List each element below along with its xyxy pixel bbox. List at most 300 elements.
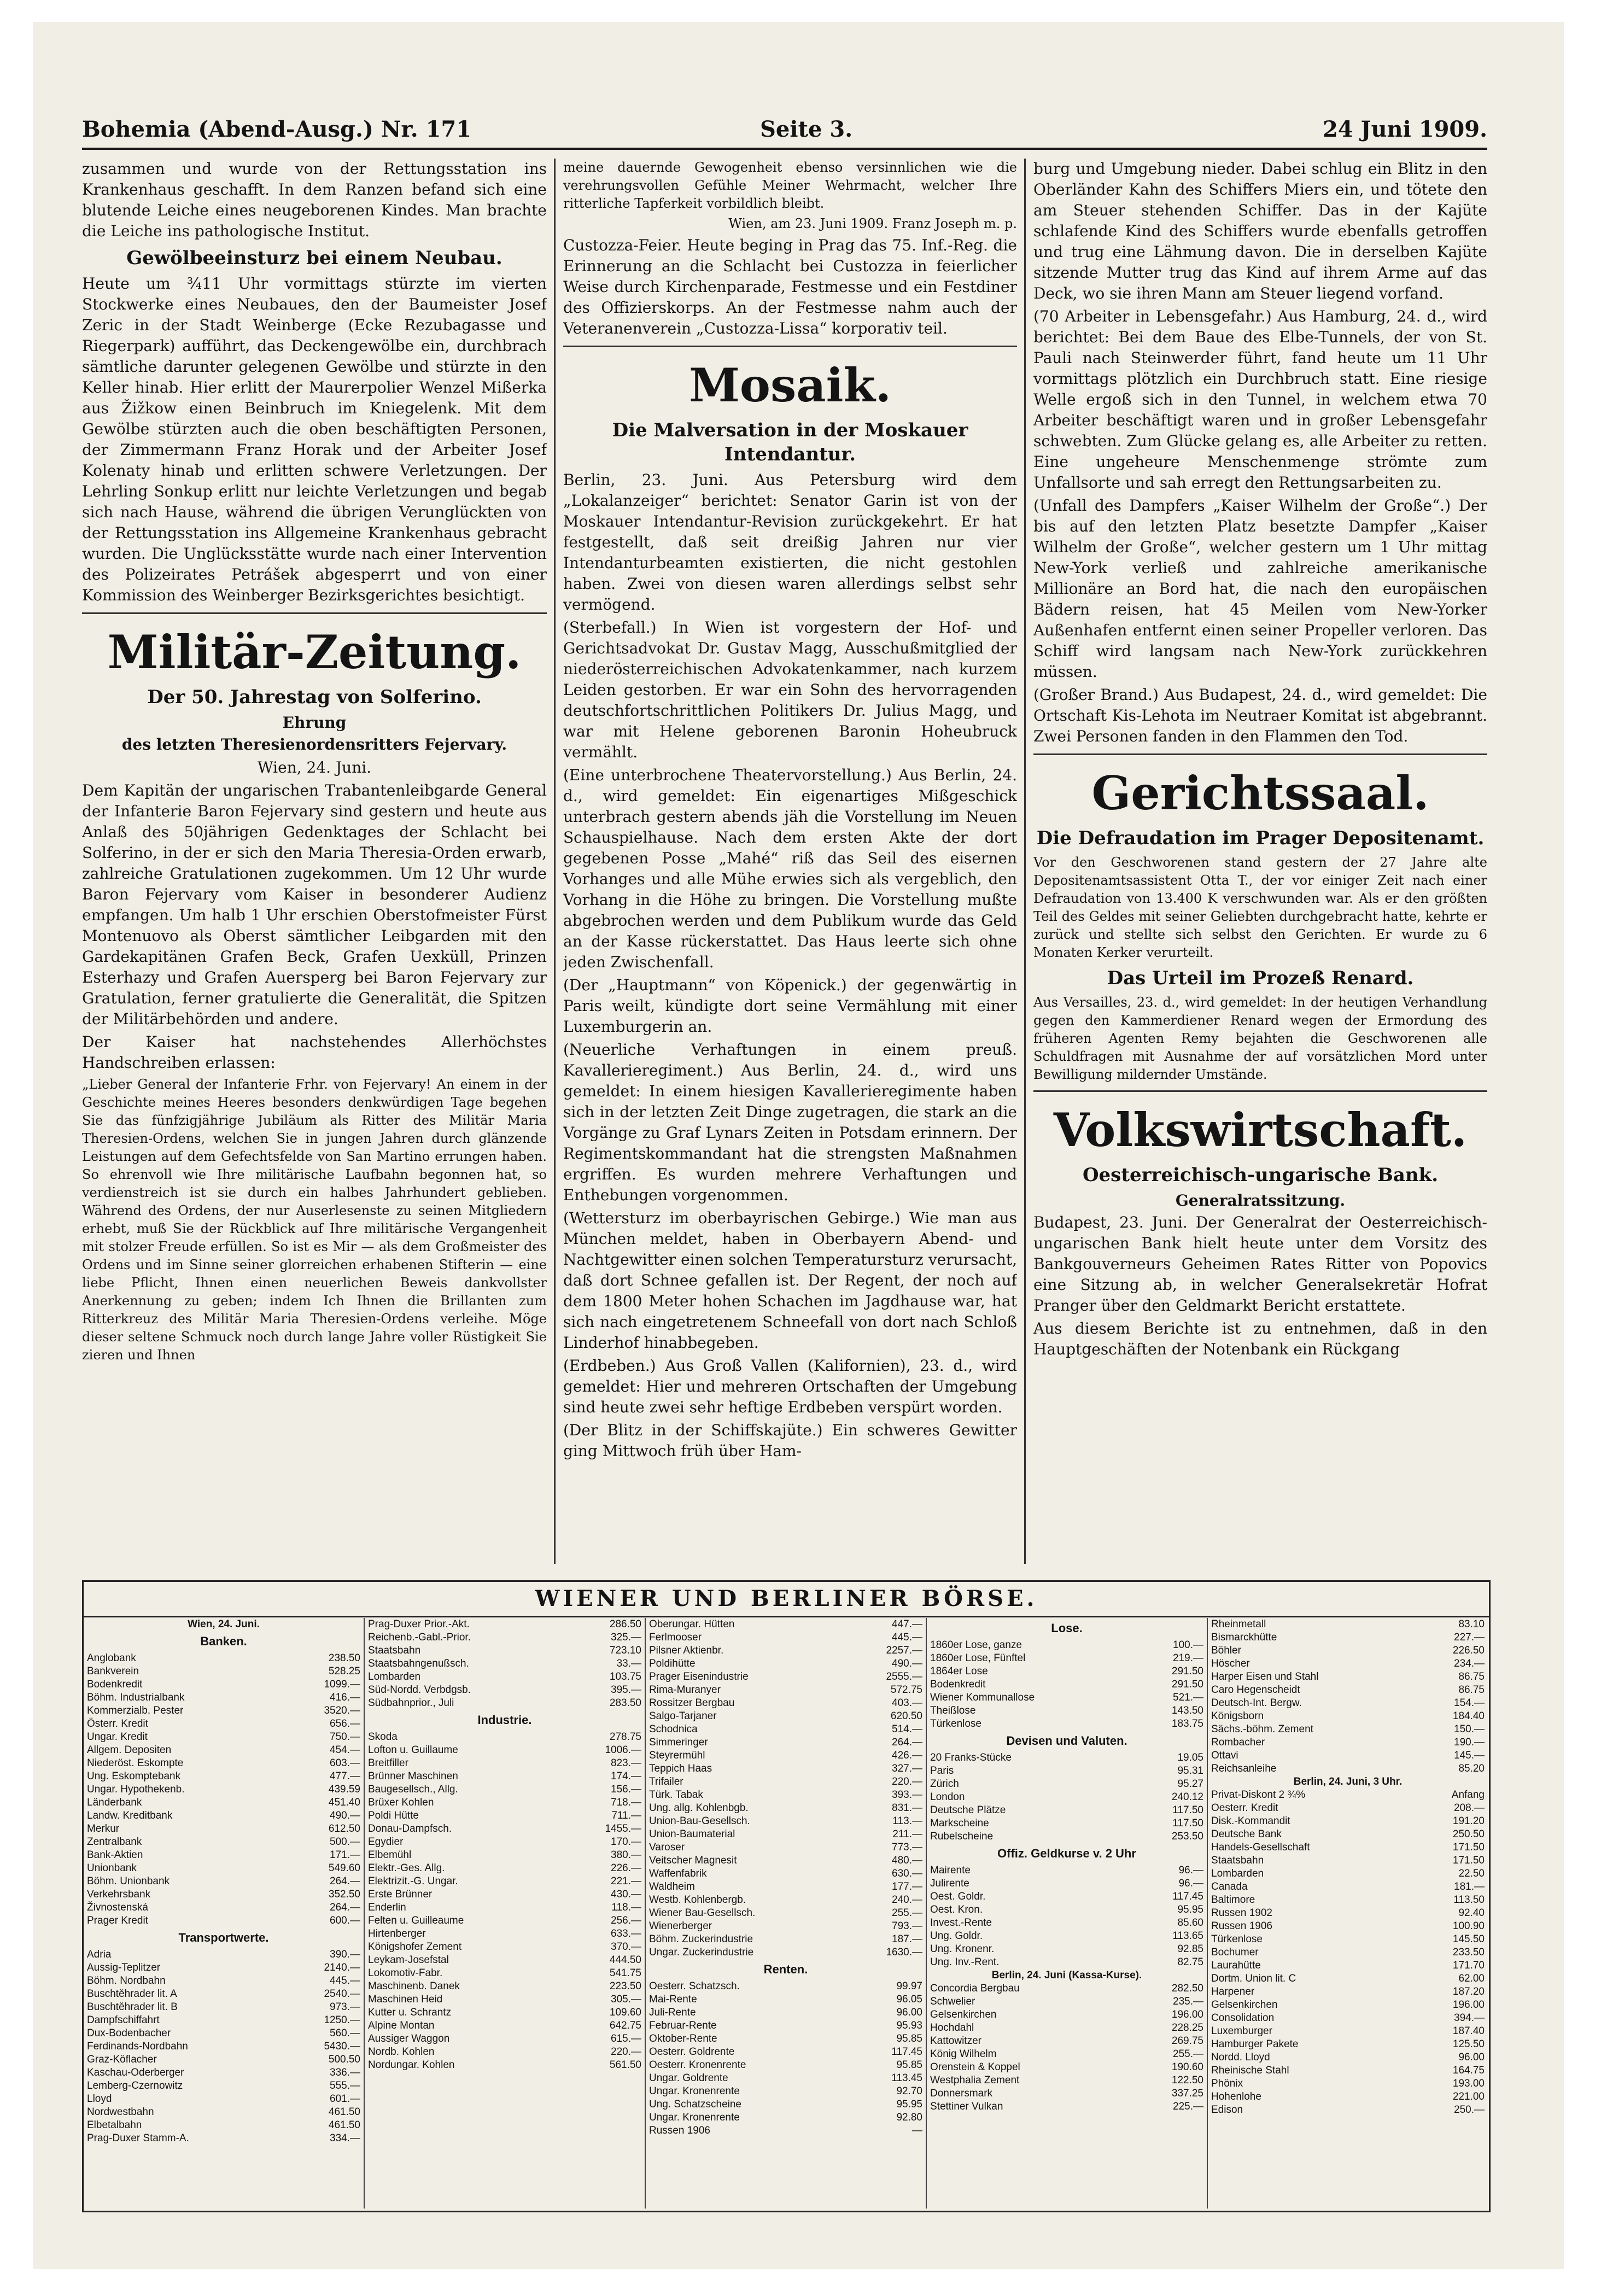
quote-row <box>368 1901 641 1914</box>
quote-name: Mai-Rente <box>649 1994 697 2005</box>
quote-name: Teppich Haas <box>649 1763 712 1774</box>
quote-value: 113.— <box>892 1815 922 1827</box>
quote-value: 33.— <box>616 1658 641 1669</box>
boerse-column-1 <box>87 1618 360 2209</box>
boerse-column-4 <box>930 1618 1203 2209</box>
quote-value: 171.50 <box>1452 1842 1485 1853</box>
quote-value: 228.25 <box>1171 2022 1203 2034</box>
quote-name: Ung. Eskomptebank <box>87 1771 181 1782</box>
quote-value: 96.00 <box>896 2007 922 2018</box>
quote-name: Elbemühl <box>368 1849 412 1861</box>
quote-name: Rheinische Stahl <box>1211 2065 1289 2076</box>
quote-name: Elektrizit.-G. Ungar. <box>368 1876 458 1887</box>
divider <box>82 612 547 614</box>
quote-row <box>649 1894 922 1907</box>
quote-value: 451.40 <box>328 1797 360 1808</box>
quote-name: Rima-Muranyer <box>649 1684 721 1696</box>
quote-row <box>368 1731 641 1744</box>
divider <box>1033 1090 1487 1092</box>
quote-list <box>930 1982 1203 2113</box>
quote-value: 99.97 <box>896 1980 922 1992</box>
column-3 <box>1033 159 1487 1564</box>
quote-value: 282.50 <box>1171 1983 1203 1994</box>
quote-value: 291.50 <box>1171 1666 1203 1677</box>
quote-value: 393.— <box>892 1789 922 1801</box>
quote-row <box>1211 1999 1485 2012</box>
quote-row <box>649 1854 922 1867</box>
quote-value: 600.— <box>330 1915 360 1926</box>
quote-name: Oest. Kron. <box>930 1904 983 1915</box>
quote-row <box>930 1877 1203 1890</box>
section-title-militaer: Militär-Zeitung. <box>107 625 522 679</box>
quote-row <box>1211 1736 1485 1749</box>
quote-name: Landw. Kreditbank <box>87 1810 173 1821</box>
quote-row <box>649 2019 922 2032</box>
quote-value: 291.50 <box>1171 1679 1203 1690</box>
quote-value: 19.05 <box>1177 1752 1203 1763</box>
boerse-heading: Industrie. <box>477 1713 532 1727</box>
quote-row <box>1211 1670 1485 1684</box>
quote-name: Maschinen Heid <box>368 1994 443 2005</box>
quote-row <box>1211 2038 1485 2051</box>
quote-name: Kaschau-Oderberger <box>87 2067 184 2078</box>
quote-value: 187.— <box>892 1933 922 1945</box>
column-2 <box>563 159 1017 1564</box>
quote-value: 612.50 <box>328 1823 360 1835</box>
headline-malversation: Die Malversation in der Moskauer Intendantur. <box>612 419 968 465</box>
article-theater: (Eine unterbrochene Theatervorstellung.) Aus Berlin, 24. d., wird gemeldet: Ein eigenartiges Mißgeschick unterbrach gestern abends jäh die Vorstellung im Neuen Schauspielhause. Nach dem ersten Akte der dort gegebenen Posse „Mahé“ riß das Seil des eisernen Vorhanges und alle Mühe erwies sich als vergeblich, den Vorhang in die Höhe zu bringen. Die Vorstellung mußte abgebrochen werden und dem Publikum wurde das Geld an der Kasse rückerstattet. Das Haus leerte sich ohne jeden Zwischenfall. <box>563 766 1017 971</box>
quote-name: Trifailer <box>649 1776 683 1787</box>
quote-name: Böhm. Industrialbank <box>87 1692 185 1703</box>
quote-name: Staatsbahngenußsch. <box>368 1658 469 1669</box>
quote-value: 156.— <box>611 1784 641 1795</box>
quote-row <box>930 1830 1203 1843</box>
quote-value: 117.45 <box>1172 1891 1203 1902</box>
quote-value: 773.— <box>892 1842 922 1853</box>
quote-value: 191.20 <box>1452 1815 1485 1827</box>
quote-value: 196.00 <box>1171 2009 1203 2020</box>
quote-row <box>368 1862 641 1875</box>
quote-name: Poldihütte <box>649 1658 696 1669</box>
quote-row <box>368 1993 641 2006</box>
quote-row <box>87 2079 360 2093</box>
quote-value: 95.95 <box>896 2099 922 2110</box>
quote-value: 264.— <box>330 1876 360 1887</box>
quote-value: 22.50 <box>1458 1868 1485 1879</box>
quote-row <box>1211 2077 1485 2090</box>
quote-name: Russen 1906 <box>649 2125 710 2136</box>
quote-value: 2257.— <box>886 1645 922 1656</box>
column-rule <box>554 159 556 1564</box>
quote-row <box>368 1875 641 1888</box>
article-erdbeben: (Erdbeben.) Aus Groß Vallen (Kalifornien), 23. d., wird gemeldet: Hier und mehreren Ortschaften der Umgebung sind heute zwei sehr heftige Erdbeben verspürt worden. <box>563 1357 1017 1416</box>
quote-row <box>368 2032 641 2046</box>
quote-list <box>649 1980 922 2137</box>
quote-row <box>649 1697 922 1710</box>
article-blitz-continuation: burg und Umgebung nieder. Dabei schlug ein Blitz in den Oberländer Kahn des Schiffers Miers ein, und tötete den am Steuer stehenden Schiffer. Das in der Kajüte schlafende Kind des Schiffers wurde ebenfalls getroffen und trug eine Lähmung davon. Die in derselben Kajüte sitzende Mutter trug das Kind auf ihrem Arme auf das Deck, wo sie ihren Mann am Steuer liegend vorfand. <box>1033 160 1487 302</box>
quote-row <box>930 1652 1203 1665</box>
quote-value: 154.— <box>1454 1697 1485 1709</box>
quote-list <box>1211 1618 1485 1775</box>
headline-bank: Oesterreichisch-ungarische Bank. <box>1082 1164 1439 1186</box>
quote-name: Ungar. Kronenrente <box>649 2112 740 2123</box>
quote-name: Stettiner Vulkan <box>930 2101 1003 2112</box>
quote-value: 221.00 <box>1452 2091 1485 2102</box>
quote-value: 211.— <box>892 1828 922 1840</box>
quote-row <box>87 1809 360 1822</box>
divider <box>563 346 1017 347</box>
quote-value: 521.— <box>1173 1692 1203 1703</box>
quote-name: Bank-Aktien <box>87 1849 143 1861</box>
quote-name: Paris <box>930 1765 954 1777</box>
quote-row <box>368 1631 641 1644</box>
quote-row <box>649 1907 922 1920</box>
quote-name: Poldi Hütte <box>368 1810 419 1821</box>
quote-name: Waffenfabrik <box>649 1868 707 1879</box>
quote-list <box>1211 1789 1485 2117</box>
quote-name: Hirtenberger <box>368 1928 426 1939</box>
quote-name: Ung. Goldr. <box>930 1930 983 1942</box>
quote-row <box>649 1867 922 1880</box>
quote-row <box>930 2008 1203 2022</box>
quote-row <box>87 1988 360 2001</box>
quote-value: 480.— <box>892 1855 922 1866</box>
quote-value: 92.85 <box>1177 1943 1203 1955</box>
quote-name: Luxemburger <box>1211 2025 1272 2037</box>
quote-name: Steyrermühl <box>649 1750 705 1761</box>
quote-row <box>87 2014 360 2027</box>
quote-name: Böhm. Unionbank <box>87 1876 170 1887</box>
quote-row <box>649 1657 922 1670</box>
quote-row <box>930 2074 1203 2087</box>
quote-row <box>1211 1644 1485 1657</box>
quote-value: 150.— <box>1454 1724 1485 1735</box>
quote-value: 656.— <box>330 1718 360 1730</box>
quote-value: 256.— <box>611 1915 641 1926</box>
quote-value: 95.27 <box>1177 1778 1203 1790</box>
quote-row <box>930 2022 1203 2035</box>
quote-name: Simmeringer <box>649 1737 708 1748</box>
quote-name: Pilsner Aktienbr. <box>649 1645 724 1656</box>
quote-value: 86.75 <box>1458 1671 1485 1682</box>
quote-value: 220.— <box>892 1776 922 1787</box>
quote-name: Höscher <box>1211 1658 1250 1669</box>
column-1 <box>82 159 547 1564</box>
quote-row <box>87 2093 360 2106</box>
quote-value: 390.— <box>330 1949 360 1960</box>
quote-row <box>649 1762 922 1775</box>
quote-name: Russen 1906 <box>1211 1920 1272 1932</box>
quote-row <box>649 1802 922 1815</box>
quote-name: Privat-Diskont 2 ¾% <box>1211 1789 1306 1801</box>
quote-value: 549.60 <box>328 1862 360 1874</box>
quote-value: 187.20 <box>1452 1986 1485 1997</box>
boerse-column-3 <box>649 1618 922 2209</box>
quote-row <box>649 2046 922 2059</box>
quote-name: Wienerberger <box>649 1920 712 1932</box>
quote-name: Bodenkredit <box>87 1679 143 1690</box>
quote-value: 380.— <box>611 1849 641 1861</box>
quote-value: 95.85 <box>896 2033 922 2044</box>
quote-name: Ung. allg. Kohlenbgb. <box>649 1802 749 1814</box>
quote-name: Orenstein & Koppel <box>930 2061 1020 2073</box>
quote-value: 255.— <box>1173 2048 1203 2060</box>
quote-value: 113.50 <box>1453 1894 1485 1906</box>
quote-name: 1860er Lose, ganze <box>930 1639 1022 1651</box>
quote-value: 95.85 <box>896 2059 922 2071</box>
quote-value: 500.— <box>330 1836 360 1848</box>
quote-row <box>87 1704 360 1717</box>
quote-name: Egydier <box>368 1836 404 1848</box>
quote-name: Bismarckhütte <box>1211 1632 1277 1643</box>
article-koepenick: (Der „Hauptmann“ von Köpenick.) der gegenwärtig in Paris weilt, kündigte dort seine Vermählung mit einer Luxemburgerin an. <box>563 976 1017 1036</box>
quote-name: Caro Hegenscheidt <box>1211 1684 1300 1696</box>
quote-row <box>1211 1907 1485 1920</box>
quote-row <box>1211 1815 1485 1828</box>
quote-row <box>1211 1841 1485 1854</box>
quote-row <box>368 1644 641 1657</box>
quote-value: 255.— <box>892 1907 922 1919</box>
article-custozza: Custozza-Feier. Heute beging in Prag das 75. Inf.-Reg. die Erinnerung an die Schlacht bei Custozza in feierlicher Weise durch Kirchenparade, Festmesse und ein Festdiner des Offizierskorps. An der Festmesse nahm auch der Veteranenverein „Custozza-Lissa“ korporativ teil. <box>563 236 1017 337</box>
quote-name: Februar-Rente <box>649 2020 717 2031</box>
quote-row <box>368 2059 641 2072</box>
quote-value: 227.— <box>1454 1632 1485 1643</box>
quote-name: Oest. Goldr. <box>930 1891 986 1902</box>
quote-name: Westphalia Zement <box>930 2075 1020 2086</box>
quote-row <box>87 2027 360 2040</box>
article-continuation: zusammen und wurde von der Rettungsstation ins Krankenhaus geschafft. In dem Ranzen befand sich eine blutende Leiche eines neugeborenen Kindes. Man brachte die Leiche ins pathologische Institut. <box>82 160 547 240</box>
quote-name: Juli-Rente <box>649 2007 696 2018</box>
article-renard: Aus Versailles, 23. d., wird gemeldet: In der heutigen Verhandlung gegen den Kammerdiener Renard wegen der Ermordung des früheren Agenten Remy bejahten die Geschworenen alle Schuldfragen mit Ausnahme der auf vorsätzlichen Mord unter Bewilligung mildernder Umstände. <box>1033 995 1487 1082</box>
quote-row <box>649 2059 922 2072</box>
quote-value: 233.50 <box>1452 1947 1485 1958</box>
quote-name: Bochumer <box>1211 1947 1259 1958</box>
quote-row <box>649 1920 922 1933</box>
quote-row <box>87 1822 360 1836</box>
quote-value: 190.— <box>1454 1737 1485 1748</box>
stock-exchange-title: WIENER UND BERLINER BÖRSE. <box>84 1582 1489 1617</box>
quote-list <box>87 1948 360 2145</box>
quote-value: 603.— <box>330 1757 360 1769</box>
quote-value: 103.75 <box>609 1671 641 1682</box>
quote-value: 117.50 <box>1172 1804 1203 1816</box>
quote-name: London <box>930 1791 965 1803</box>
quote-name: 1860er Lose, Fünftel <box>930 1652 1026 1664</box>
quote-value: 145.50 <box>1452 1933 1485 1945</box>
quote-name: Deutsche Plätze <box>930 1804 1006 1816</box>
quote-name: Živnostenská <box>87 1902 148 1913</box>
quote-name: Ungar. Hypothekenb. <box>87 1784 185 1795</box>
article-defraudation: Vor den Geschworenen stand gestern der 27 Jahre alte Depositenamtsassistent Otta T., der vor einiger Zeit nach einer Defraudation von 13.400 K verschwunden war. Als er den größten Teil des Geldes mit seiner Geliebten durchgebracht hatte, kehrte er zurück und stellte sich selbst den Gerichten. Er wurde zu 6 Monaten Kerker verurteilt. <box>1033 855 1487 960</box>
section-title-mosaik: Mosaik. <box>688 358 892 412</box>
quote-row <box>368 1927 641 1941</box>
quote-name: Südbahnprior., Juli <box>368 1697 454 1709</box>
quote-value: 250.50 <box>1452 1828 1485 1840</box>
quote-list <box>930 1864 1203 1969</box>
quote-row <box>930 1930 1203 1943</box>
quote-row <box>368 1954 641 1967</box>
quote-name: Staatsbahn <box>1211 1855 1264 1866</box>
quote-name: Staatsbahn <box>368 1645 421 1656</box>
quote-name: Böhler <box>1211 1645 1241 1656</box>
quote-value: 601.— <box>330 2093 360 2105</box>
quote-name: Gelsenkirchen <box>930 2009 997 2020</box>
quote-row <box>649 1841 922 1854</box>
quote-row <box>368 1809 641 1822</box>
quote-row <box>87 1796 360 1809</box>
quote-value: 100.— <box>1173 1639 1203 1651</box>
quote-value: 286.50 <box>609 1619 641 1630</box>
quote-value: 240.— <box>892 1894 922 1906</box>
quote-name: Erste Brünner <box>368 1889 433 1900</box>
quote-value: 171.70 <box>1452 1960 1485 1971</box>
quote-name: Laurahütte <box>1211 1960 1261 1971</box>
quote-name: Disk.-Kommandit <box>1211 1815 1290 1827</box>
quote-name: Lofton u. Guillaume <box>368 1744 458 1756</box>
quote-name: Rossitzer Bergbau <box>649 1697 735 1709</box>
quote-row <box>87 1731 360 1744</box>
quote-name: Julirente <box>930 1878 969 1889</box>
quote-name: Länderbank <box>87 1797 142 1808</box>
quote-name: Baltimore <box>1211 1894 1255 1906</box>
quote-name: Westb. Kohlenbergb. <box>649 1894 746 1906</box>
quote-name: Kommerzialb. Pester <box>87 1705 184 1716</box>
quote-name: Felten u. Guilleaume <box>368 1915 464 1926</box>
quote-row <box>649 1880 922 1894</box>
quote-row <box>930 1890 1203 1903</box>
quote-row <box>930 1717 1203 1731</box>
quote-name: Oesterr. Kronenrente <box>649 2059 746 2071</box>
quote-value: 117.45 <box>891 2046 922 2058</box>
quote-row <box>87 1901 360 1914</box>
quote-value: 177.— <box>892 1881 922 1892</box>
quote-row <box>1211 1946 1485 1959</box>
quote-value: 445.— <box>330 1975 360 1987</box>
quote-row <box>87 1678 360 1691</box>
quote-value: 235.— <box>1173 1996 1203 2007</box>
quote-name: Invest.-Rente <box>930 1917 992 1929</box>
quote-row <box>649 2085 922 2098</box>
quote-value: 337.25 <box>1171 2088 1203 2099</box>
section-title-volkswirtschaft: Volkswirtschaft. <box>1053 1103 1468 1157</box>
quote-row <box>930 1864 1203 1877</box>
quote-name: Rheinmetall <box>1211 1619 1266 1630</box>
quote-value: 444.50 <box>609 1954 641 1966</box>
quote-name: Dampfschiffahrt <box>87 2014 160 2026</box>
boerse-heading: Devisen und Valuten. <box>1006 1734 1127 1748</box>
quote-value: 264.— <box>892 1737 922 1748</box>
quote-name: Deutsch-Int. Bergw. <box>1211 1697 1302 1709</box>
quote-name: Lokomotiv-Fabr. <box>368 1967 443 1979</box>
quote-name: Consolidation <box>1211 2012 1275 2024</box>
quote-value: 630.— <box>892 1868 922 1879</box>
quote-row <box>930 1956 1203 1969</box>
quote-row <box>649 1684 922 1697</box>
quote-value: 490.— <box>892 1658 922 1669</box>
quote-value: 711.— <box>611 1810 641 1821</box>
quote-row <box>649 1993 922 2006</box>
quote-row <box>649 1933 922 1946</box>
article-wettersturz: (Wettersturz im oberbayrischen Gebirge.) Wie man aus München meldet, haben in Oberbayern Abend- und Nachtgewitter einen solchen Temperatursturz verursacht, daß dort Schnee gefallen ist. Der Regent, der noch auf dem 1800 Meter hohen Schachen im Jagdhause war, hat sich nach eingetretenem Schneefall von dort nach Schloß Linderhof hinabbegeben. <box>563 1209 1017 1352</box>
quote-row <box>649 2032 922 2046</box>
quote-value: 96.05 <box>896 1994 922 2005</box>
quote-row <box>368 1783 641 1796</box>
article-verhaftungen: (Neuerliche Verhaftungen in einem preuß. Kavallerieregiment.) Aus Berlin, 24. d., wird uns gemeldet: In einem hiesigen Kavallerieregimente haben sich in der letzten Zeit Dinge zugetragen, die stark an die Vorgänge zu Graf Lynars Zeiten in Potsdam erinnern. Der Regimentskommandant hat die strengsten Maßnahmen ergriffen. Es wurden mehrere Verhaftungen und Enthebungen vorgenommen. <box>563 1041 1017 1204</box>
quote-row <box>930 1917 1203 1930</box>
quote-row <box>368 1796 641 1809</box>
quote-name: Reichenb.-Gabl.-Prior. <box>368 1632 471 1643</box>
quote-value: 92.80 <box>896 2112 922 2123</box>
quote-value: 439.59 <box>328 1784 360 1795</box>
quote-value: 225.— <box>1173 2101 1203 2112</box>
quote-value: 193.00 <box>1452 2078 1485 2089</box>
quote-name: Russen 1902 <box>1211 1907 1272 1919</box>
article-dampfer: (Unfall des Dampfers „Kaiser Wilhelm der Große“.) Der bis auf den letzten Platz besetzte Dampfer „Kaiser Wilhelm der Große“, welcher gestern um 1 Uhr mittag New-York verließ und zahlreiche amerikanische Millionäre an Bord hat, die nach den europäischen Bädern reisen, hat 45 Meilen vom New-Yorker Außenhafen entfernt einen seiner Propeller verloren. Das Schiff wird langsam nach New-York zurückkehren müssen. <box>1033 496 1487 681</box>
column-rule <box>1024 159 1026 1564</box>
quote-row <box>1211 1880 1485 1894</box>
quote-row <box>368 2006 641 2019</box>
quote-value: 1099.— <box>324 1679 360 1690</box>
quote-value: 109.60 <box>609 2007 641 2018</box>
quote-value: 305.— <box>611 1994 641 2005</box>
quote-name: Breitfiller <box>368 1757 408 1769</box>
quote-row <box>649 1644 922 1657</box>
quote-row <box>368 1757 641 1770</box>
quote-row <box>930 1804 1203 1817</box>
quote-name: Mairente <box>930 1865 971 1876</box>
quote-value: 240.12 <box>1171 1791 1203 1803</box>
quote-value: 196.00 <box>1452 1999 1485 2011</box>
quote-row <box>649 1710 922 1723</box>
quote-name: Süd-Nordd. Verbdgsb. <box>368 1684 471 1696</box>
quote-name: Zentralbank <box>87 1836 142 1848</box>
signature-line: Wien, am 23. Juni 1909. Franz Joseph m. p. <box>728 216 1017 231</box>
quote-name: Oberungar. Hütten <box>649 1619 735 1630</box>
quote-name: Lombarden <box>368 1671 421 1682</box>
table-divider <box>364 1618 365 2209</box>
subheadline: des letzten Theresienordensritters Fejervary. <box>121 735 507 753</box>
quote-value: 226.— <box>611 1862 641 1874</box>
quote-value: 416.— <box>330 1692 360 1703</box>
quote-name: König Wilhelm <box>930 2048 997 2060</box>
quote-row <box>649 1815 922 1828</box>
quote-row <box>368 2019 641 2032</box>
quote-name: Brüxer Kohlen <box>368 1797 434 1808</box>
quote-value: 269.75 <box>1171 2035 1203 2047</box>
quote-name: Türkenlose <box>930 1718 981 1730</box>
quote-row <box>930 2100 1203 2113</box>
quote-row <box>368 1941 641 1954</box>
quote-name: Aussig-Teplitzer <box>87 1962 161 1973</box>
quote-row <box>368 1684 641 1697</box>
quote-name: Dortm. Union lit. C <box>1211 1973 1296 1984</box>
quote-row <box>1211 1959 1485 1972</box>
quote-name: Bodenkredit <box>930 1679 986 1690</box>
quote-row <box>87 1849 360 1862</box>
table-divider <box>1207 1618 1208 2209</box>
quote-value: 620.50 <box>890 1710 922 1722</box>
quote-value: 1630.— <box>886 1947 922 1958</box>
quote-value: 461.50 <box>328 2106 360 2118</box>
quote-row <box>930 1995 1203 2008</box>
boerse-heading: Lose. <box>1051 1621 1083 1635</box>
quote-row <box>87 2053 360 2066</box>
quote-name: Hamburger Pakete <box>1211 2038 1299 2050</box>
boerse-heading: Offiz. Geldkurse v. 2 Uhr <box>997 1847 1136 1860</box>
quote-value: 113.65 <box>1172 1930 1203 1942</box>
quote-value: 220.— <box>611 2046 641 2058</box>
quote-row <box>87 2132 360 2145</box>
